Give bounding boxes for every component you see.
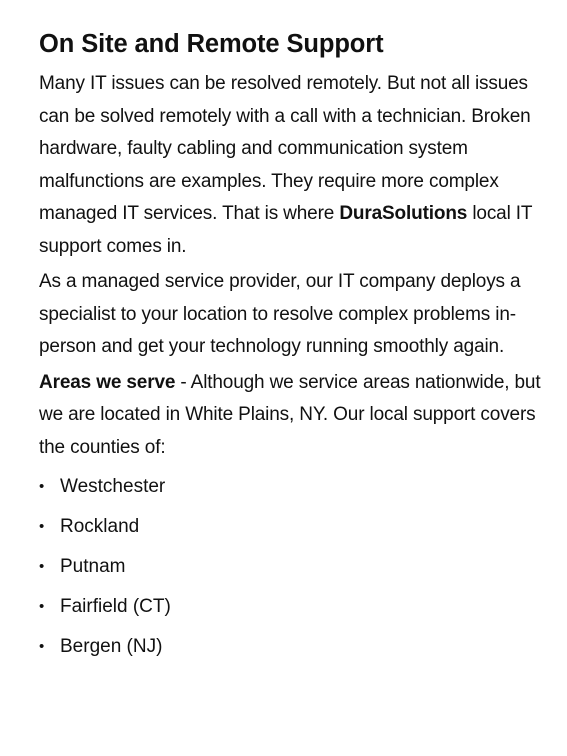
county-name: Fairfield (CT) [60,596,171,617]
brand-name: DuraSolutions [339,203,468,224]
areas-label: Areas we serve [39,371,176,393]
service-paragraph: As a managed service provider, our IT company deploys a specialist to your location to resolve complex problems in-person and get your technology running smoothly again. [39,271,521,357]
list-item [39,467,549,507]
bullet-icon: • [39,558,45,575]
list-item [39,507,549,547]
intro-text: Many IT issues can be resolved remotely. But not all issues can be solved remotely with a call with a technician. Broken hardware, faulty cabling and communication system malfunctions are examples. They require more complex managed IT services. That is where [39,73,531,224]
county-name: Bergen (NJ) [60,636,163,657]
bullet-icon: • [39,598,45,615]
article [39,26,549,667]
county-name: Westchester [60,476,166,497]
county-list [39,467,549,667]
county-name: Putnam [60,556,126,577]
bullet-icon: • [39,478,45,495]
bullet-icon: • [39,518,45,535]
page-title: On Site and Remote Support [39,30,384,58]
county-name: Rockland [60,516,140,537]
bullet-icon: • [39,638,45,655]
areas-text: - Although we service areas nationwide, but we are located in White Plains, NY. Our local support covers the counties of: [39,371,541,458]
list-item [39,547,549,587]
list-item [39,627,549,667]
areas-paragraph [39,367,549,465]
intro-text-end: local IT support comes in. [39,203,533,257]
intro-paragraph [39,68,549,263]
list-item [39,587,549,627]
